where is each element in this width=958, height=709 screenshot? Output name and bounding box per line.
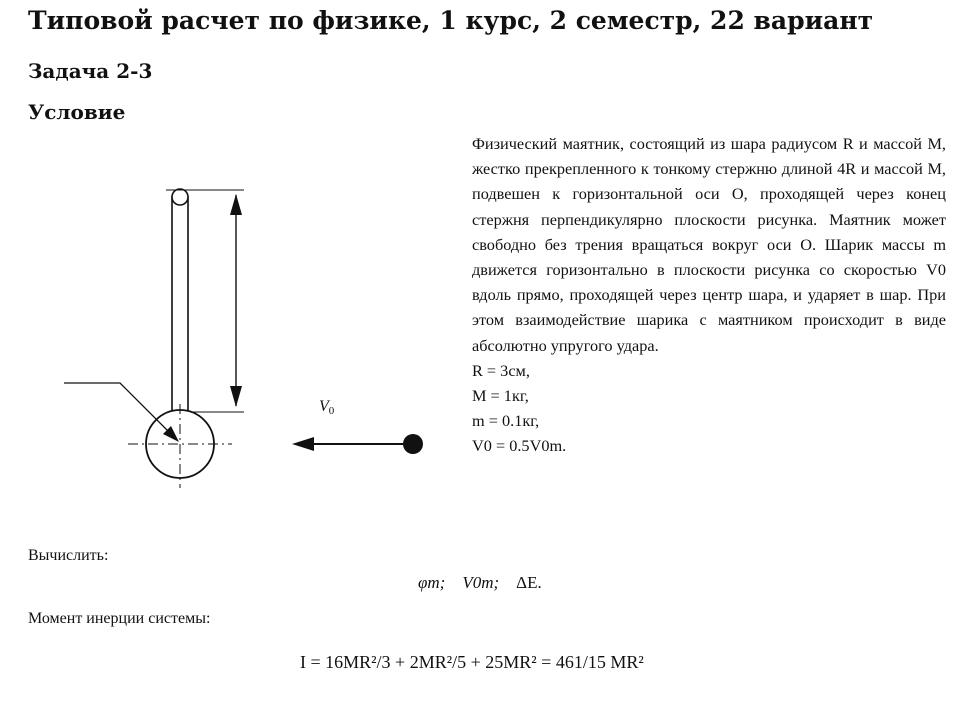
given-r: R = 3см, (472, 360, 530, 380)
given-v0: V0 = 0.5V0m. (472, 436, 567, 456)
condition-text (472, 131, 946, 459)
inertia-label: Момент инерции системы: (28, 610, 211, 627)
velocity-arrowhead (292, 437, 314, 451)
given-m-big: M = 1кг, (472, 386, 529, 406)
compute-label: Вычислить: (28, 547, 109, 564)
axis-o (172, 189, 188, 205)
compute-phi: φm; (418, 573, 446, 592)
page-title: Типовой расчет по физике, 1 курс, 2 семестр, 22 вариант (28, 6, 874, 35)
small-ball (403, 434, 423, 454)
condition-heading: Условие (28, 100, 126, 124)
rod (172, 197, 188, 412)
inertia-formula (300, 652, 644, 673)
task-heading: Задача 2-3 (28, 59, 153, 83)
dim-arrow-up (230, 194, 242, 215)
inertia-formula-text: I = 16MR²/3 + 2MR²/5 + 25MR² = 461/15 MR² (300, 652, 644, 672)
velocity-label: $V_0$ (319, 398, 335, 417)
compute-list (418, 573, 542, 593)
compute-delta-e: ΔE. (516, 573, 542, 592)
given-m-small: m = 0.1кг, (472, 411, 540, 431)
compute-v0m: V0m; (462, 573, 500, 592)
dim-arrow-down (230, 386, 242, 407)
condition-paragraph: Физический маятник, состоящий из шара радиусом R и массой M, жестко прекрепленного к тонкому стержню длиной 4R и массой M, подвешен к горизонтальной оси O, проходящей через конец стержня перпендикулярно плоскости рисунка. Маятник может свободно без трения вращаться вокруг оси O. Шарик массы m движется горизонтально в плоскости рисунка со скоростью V0 вдоль прямо, проходящей через центр шара, и ударяет в шар. При этом взаимодействие шарика с маятником происходит в виде абсолютно упругого удара. (472, 134, 946, 355)
